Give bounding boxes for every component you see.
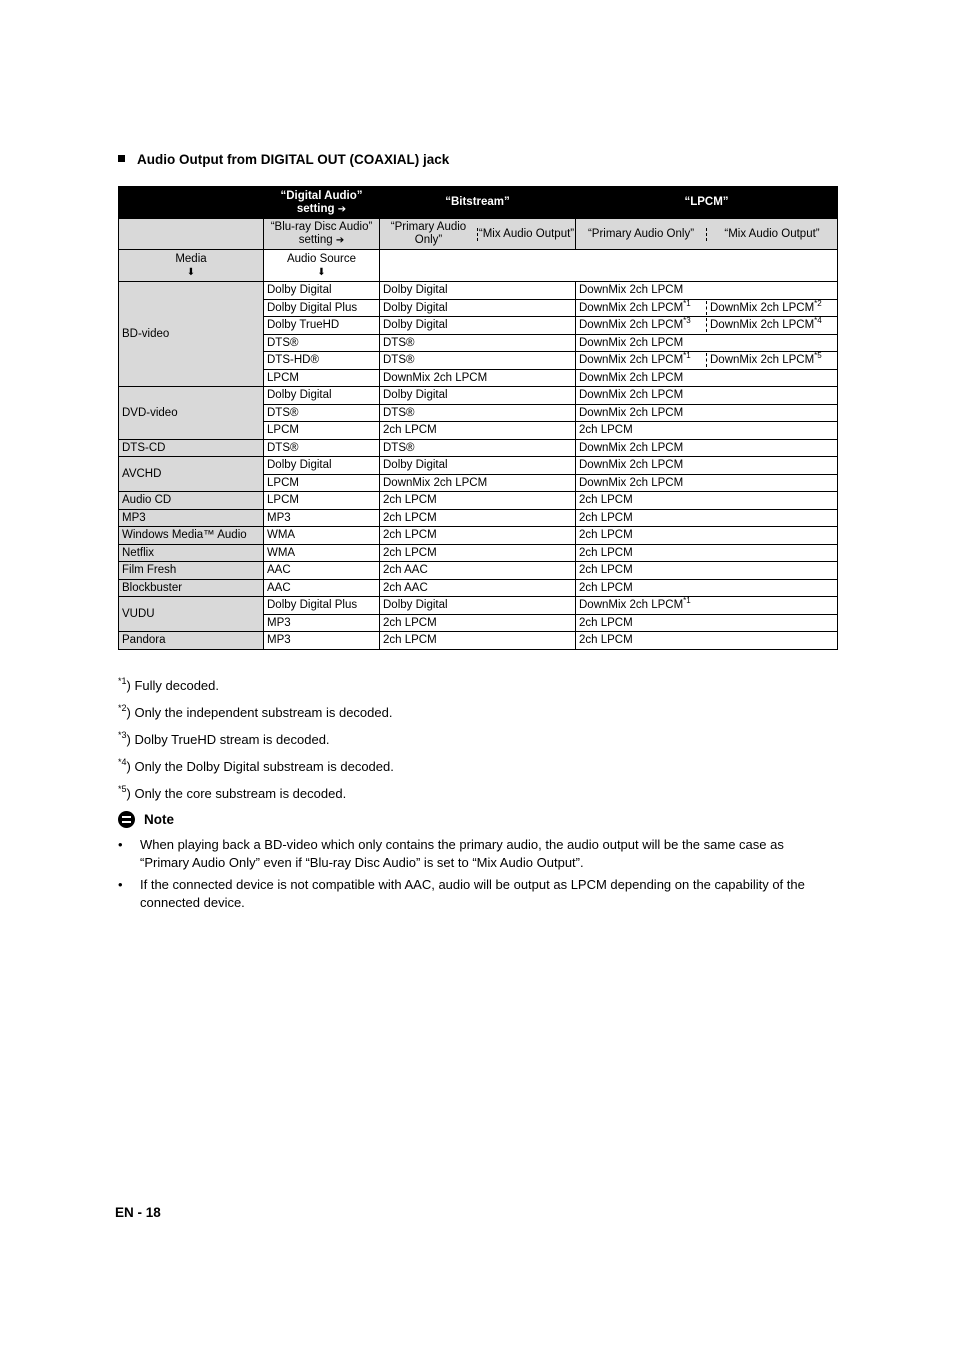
bitstream-cell: DTS® [380, 334, 576, 352]
table-row [119, 527, 838, 545]
audio-source-cell: LPCM [264, 369, 380, 387]
table-row [119, 282, 838, 300]
table-row [119, 492, 838, 510]
lpcm-cell: 2ch LPCM [576, 562, 838, 580]
header-empty-cell [380, 250, 838, 282]
lpcm-cell: 2ch LPCM [576, 422, 838, 440]
audio-source-cell: MP3 [264, 509, 380, 527]
bitstream-cell: 2ch AAC [380, 562, 576, 580]
table-row [119, 632, 838, 650]
arrow-down-icon: ⬇ [317, 266, 326, 278]
bitstream-cell: 2ch LPCM [380, 509, 576, 527]
table-row [119, 509, 838, 527]
header-grey-blank [119, 219, 264, 250]
bitstream-cell: 2ch LPCM [380, 614, 576, 632]
media-cell: Netflix [119, 544, 264, 562]
note-heading: Note [118, 811, 174, 828]
lpcm-cell: 2ch LPCM [576, 544, 838, 562]
lpcm-cell: 2ch LPCM [576, 527, 838, 545]
section-title: Audio Output from DIGITAL OUT (COAXIAL) jack [118, 152, 449, 167]
audio-source-cell: Dolby Digital Plus [264, 597, 380, 615]
table-row [119, 387, 838, 405]
bitstream-cell: 2ch AAC [380, 579, 576, 597]
bitstream-cell: Dolby Digital [380, 317, 576, 335]
header-bitstream: “Bitstream” [380, 187, 576, 219]
page-number: EN - 18 [115, 1205, 161, 1220]
lpcm-split-cell [576, 352, 838, 370]
audio-source-cell: Dolby Digital [264, 387, 380, 405]
table-row [119, 597, 838, 615]
bitstream-cell: 2ch LPCM [380, 527, 576, 545]
footnote: $^{*5}$) Only the core substream is decoded. [118, 784, 347, 801]
audio-source-cell: Dolby Digital Plus [264, 299, 380, 317]
bitstream-cell: Dolby Digital [380, 282, 576, 300]
audio-source-cell: WMA [264, 527, 380, 545]
bitstream-cell: DTS® [380, 439, 576, 457]
note-icon [118, 811, 135, 828]
table-body [119, 282, 838, 650]
footnote: $^{*3}$) Dolby TrueHD stream is decoded. [118, 730, 330, 747]
audio-source-cell: DTS® [264, 404, 380, 422]
bitstream-cell: DTS® [380, 404, 576, 422]
media-cell: Pandora [119, 632, 264, 650]
bitstream-cell: 2ch LPCM [380, 632, 576, 650]
lpcm-cell: 2ch LPCM [576, 492, 838, 510]
header-blank-cell [119, 187, 264, 219]
lpcm-cell: DownMix 2ch LPCM [576, 282, 838, 300]
note-list [118, 836, 830, 916]
audio-source-cell: LPCM [264, 474, 380, 492]
media-cell: VUDU [119, 597, 264, 632]
lpcm-cell: DownMix 2ch LPCM$^{*1}$ [576, 597, 838, 615]
header-row-media [119, 250, 838, 282]
bitstream-cell: DownMix 2ch LPCM [380, 474, 576, 492]
bitstream-cell: 2ch LPCM [380, 544, 576, 562]
header-media: Media ⬇ [119, 250, 264, 282]
footnote: $^{*2}$) Only the independent substream is decoded. [118, 703, 393, 720]
lpcm-primary-value: DownMix 2ch LPCM$^{*3}$ [579, 316, 691, 332]
lpcm-primary-value: DownMix 2ch LPCM$^{*1}$ [579, 351, 691, 367]
audio-source-cell: DTS® [264, 439, 380, 457]
audio-output-table [118, 186, 838, 650]
lpcm-mix-value: DownMix 2ch LPCM$^{*2}$ [706, 301, 837, 315]
table-row [119, 544, 838, 562]
audio-source-cell: AAC [264, 562, 380, 580]
table-row [119, 457, 838, 475]
header-bluray-setting: “Blu-ray Disc Audio” setting ➔ [264, 219, 380, 250]
lpcm-cell: DownMix 2ch LPCM [576, 369, 838, 387]
bitstream-cell: Dolby Digital [380, 299, 576, 317]
lpcm-cell: 2ch LPCM [576, 509, 838, 527]
audio-source-cell: AAC [264, 579, 380, 597]
audio-source-cell: WMA [264, 544, 380, 562]
audio-source-cell: DTS-HD® [264, 352, 380, 370]
header-bitstream-split [380, 219, 576, 250]
footnote: $^{*1}$) Fully decoded. [118, 676, 220, 693]
media-cell: AVCHD [119, 457, 264, 492]
bitstream-cell: Dolby Digital [380, 457, 576, 475]
note-item: • When playing back a BD-video which only contains the primary audio, the audio output will be the same case as “Primary Audio Only” even if “Blu-ray Disc Audio” is set to “Mix Audio Output”. [118, 836, 830, 872]
bitstream-cell: 2ch LPCM [380, 422, 576, 440]
lpcm-split-cell [576, 299, 838, 317]
arrow-right-icon: ➔ [337, 203, 347, 215]
lpcm-cell: DownMix 2ch LPCM [576, 334, 838, 352]
bitstream-cell: 2ch LPCM [380, 492, 576, 510]
footnote: $^{*4}$) Only the Dolby Digital substream is decoded. [118, 757, 394, 774]
header-audio-source: Audio Source ⬇ [264, 250, 380, 282]
bitstream-cell: DTS® [380, 352, 576, 370]
table-row [119, 439, 838, 457]
header-bitstream-mix: “Mix Audio Output” [478, 227, 575, 240]
lpcm-split-cell [576, 317, 838, 335]
lpcm-mix-value: DownMix 2ch LPCM$^{*5}$ [706, 353, 837, 367]
audio-source-cell: DTS® [264, 334, 380, 352]
media-cell: Audio CD [119, 492, 264, 510]
arrow-down-icon: ⬇ [186, 266, 196, 278]
header-row-bluray [119, 219, 838, 250]
lpcm-cell: DownMix 2ch LPCM [576, 457, 838, 475]
lpcm-cell: DownMix 2ch LPCM [576, 387, 838, 405]
note-item: • If the connected device is not compatible with AAC, audio will be output as LPCM depending on the capability of the connected device. [118, 876, 830, 912]
arrow-right-icon: ➔ [335, 235, 345, 246]
audio-source-cell: Dolby TrueHD [264, 317, 380, 335]
header-lpcm: “LPCM” [576, 187, 838, 219]
audio-source-cell: MP3 [264, 632, 380, 650]
header-digital-audio-setting: “Digital Audio” setting ➔ [264, 187, 380, 219]
media-cell: DTS-CD [119, 439, 264, 457]
audio-source-cell: Dolby Digital [264, 457, 380, 475]
bitstream-cell: Dolby Digital [380, 597, 576, 615]
header-row-digital-audio [119, 187, 838, 219]
bitstream-cell: DownMix 2ch LPCM [380, 369, 576, 387]
table-row [119, 562, 838, 580]
audio-source-cell: LPCM [264, 422, 380, 440]
lpcm-cell: 2ch LPCM [576, 614, 838, 632]
lpcm-cell: 2ch LPCM [576, 579, 838, 597]
media-cell: DVD-video [119, 387, 264, 440]
header-lpcm-split [576, 219, 838, 250]
footnotes [118, 672, 394, 807]
square-bullet-icon [118, 155, 125, 162]
audio-source-cell: LPCM [264, 492, 380, 510]
lpcm-cell: DownMix 2ch LPCM [576, 439, 838, 457]
header-bitstream-primary: “Primary Audio Only” [390, 221, 467, 246]
media-cell: Film Fresh [119, 562, 264, 580]
lpcm-cell: DownMix 2ch LPCM [576, 404, 838, 422]
table-row [119, 579, 838, 597]
media-cell: Windows Media™ Audio [119, 527, 264, 545]
audio-source-cell: Dolby Digital [264, 282, 380, 300]
audio-source-cell: MP3 [264, 614, 380, 632]
media-cell: Blockbuster [119, 579, 264, 597]
media-cell: MP3 [119, 509, 264, 527]
lpcm-cell: 2ch LPCM [576, 632, 838, 650]
header-lpcm-primary: “Primary Audio Only” [587, 227, 695, 240]
lpcm-primary-value: DownMix 2ch LPCM$^{*1}$ [579, 299, 691, 314]
media-cell: BD-video [119, 282, 264, 387]
lpcm-mix-value: DownMix 2ch LPCM$^{*4}$ [706, 318, 837, 332]
bitstream-cell: Dolby Digital [380, 387, 576, 405]
lpcm-cell: DownMix 2ch LPCM [576, 474, 838, 492]
header-lpcm-mix: “Mix Audio Output” [706, 228, 837, 241]
